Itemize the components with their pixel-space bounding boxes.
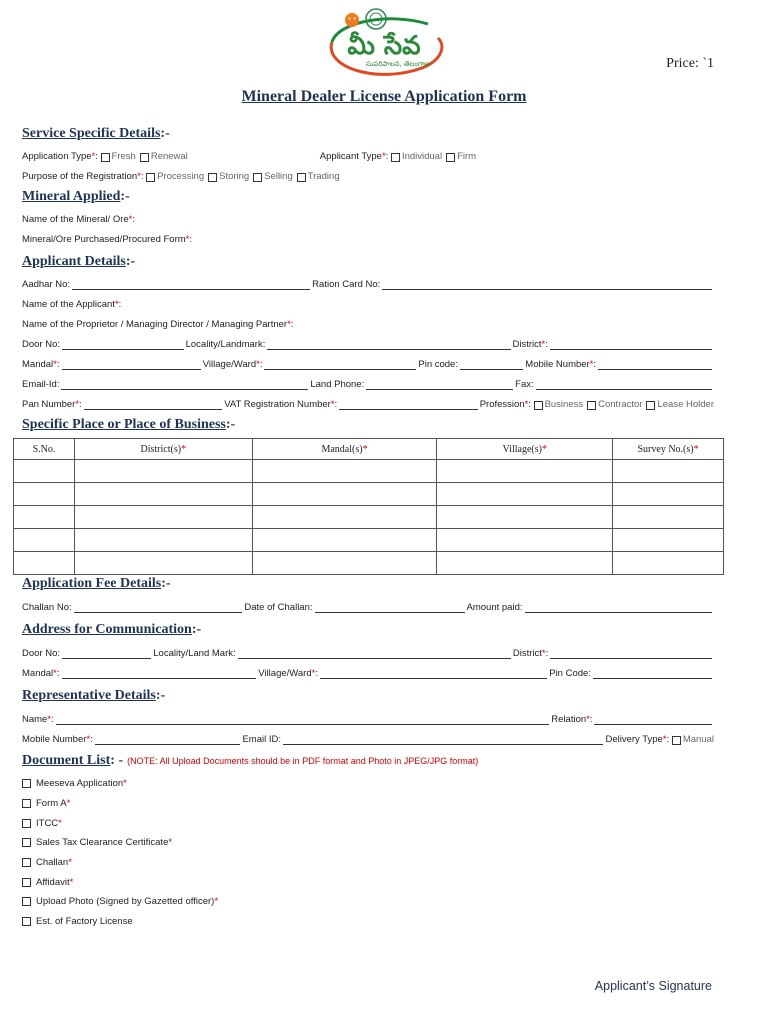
- rep-mobile-field[interactable]: [95, 735, 241, 745]
- checkbox-icon[interactable]: [22, 897, 31, 906]
- rep-name-field[interactable]: [56, 715, 550, 725]
- doc-item[interactable]: ITCC *: [22, 818, 62, 829]
- logo-text: మీ సేవ: [347, 31, 421, 61]
- docs-note: (NOTE: All Upload Documents should be in PDF format and Photo in JPEG/JPG format): [127, 756, 479, 766]
- checkbox-icon[interactable]: [22, 819, 31, 828]
- place-table-header: [14, 439, 724, 460]
- leaseholder-checkbox[interactable]: [646, 401, 655, 410]
- vat-field[interactable]: [339, 400, 478, 410]
- applicant-name-row: Name of the Applicant * :: [22, 299, 122, 310]
- address-locality-field[interactable]: [238, 649, 511, 659]
- door-field[interactable]: [62, 340, 184, 350]
- challan-row: Challan No: Date of Challan: Amount paid:: [22, 600, 714, 613]
- challan-no-field[interactable]: [74, 603, 243, 613]
- place-heading: Specific Place or Place of Business:-: [22, 417, 236, 432]
- relation-field[interactable]: [594, 715, 712, 725]
- locality-field[interactable]: [267, 340, 510, 350]
- pan-row: Pan Number * : VAT Registration Number * : Profession * : Business Contractor Lease Holder: [22, 399, 714, 410]
- checkbox-icon[interactable]: [22, 779, 31, 788]
- table-row[interactable]: [14, 460, 724, 483]
- contractor-checkbox[interactable]: [587, 401, 596, 410]
- rep-heading: Representative Details:-: [22, 688, 166, 703]
- district-field[interactable]: [550, 340, 712, 350]
- doc-item[interactable]: Meeseva Application *: [22, 778, 127, 789]
- page-title: Mineral Dealer License Application Form: [241, 88, 527, 105]
- email-row: Email-Id: Land Phone: Fax:: [22, 377, 714, 390]
- mineral-heading: Mineral Applied:-: [22, 189, 130, 204]
- logo-tagline: సుపరిపాలన, తెలంగాణ: [365, 60, 431, 68]
- doc-item[interactable]: Challan *: [22, 857, 72, 868]
- table-row[interactable]: [14, 552, 724, 575]
- col-village: Village(s)*: [437, 439, 613, 460]
- email-field[interactable]: [61, 380, 308, 390]
- mineral-purchased-row: Mineral/Ore Purchased/Procured Form * :: [22, 234, 193, 245]
- proprietor-row: Name of the Proprietor / Managing Director / Managing Partner * :: [22, 319, 294, 330]
- village-field[interactable]: [264, 360, 416, 370]
- mineral-name-row: Name of the Mineral/ Ore * :: [22, 214, 135, 225]
- col-mandal: Mandal(s)*: [252, 439, 437, 460]
- applicant-signature: Applicant’s Signature: [594, 979, 712, 993]
- table-row[interactable]: [14, 529, 724, 552]
- fee-heading: Application Fee Details:-: [22, 576, 171, 591]
- doc-item[interactable]: Form A *: [22, 798, 70, 809]
- mobile-field[interactable]: [598, 360, 712, 370]
- door-row: Door No: Locality/Landmark: District * :: [22, 337, 714, 350]
- price: Price: `1: [666, 56, 714, 71]
- aadhar-field[interactable]: [72, 280, 310, 290]
- checkbox-icon[interactable]: [22, 838, 31, 847]
- landphone-field[interactable]: [366, 380, 513, 390]
- address-heading: Address for Communication:-: [22, 622, 202, 637]
- col-district: District(s)*: [74, 439, 252, 460]
- selling-checkbox[interactable]: [253, 173, 262, 182]
- address-door-row: Door No: Locality/Land Mark: District * :: [22, 646, 714, 659]
- doc-item[interactable]: Sales Tax Clearance Certificate *: [22, 837, 172, 848]
- doc-item[interactable]: Upload Photo (Signed by Gazetted officer) *: [22, 896, 218, 907]
- fax-field[interactable]: [536, 380, 712, 390]
- checkbox-icon[interactable]: [22, 799, 31, 808]
- rep-email-field[interactable]: [283, 735, 603, 745]
- applicant-heading: Applicant Details:-: [22, 254, 136, 269]
- amount-field[interactable]: [525, 603, 713, 613]
- manual-checkbox[interactable]: [672, 736, 681, 745]
- col-sno: S.No.: [14, 439, 75, 460]
- docs-heading: Document List: - (NOTE: All Upload Documents should be in PDF format and Photo in JPEG/JPG format): [22, 753, 479, 768]
- individual-checkbox[interactable]: [391, 153, 400, 162]
- doc-item[interactable]: Est. of Factory License: [22, 916, 133, 927]
- address-village-field[interactable]: [320, 669, 547, 679]
- meeseva-logo: [318, 6, 450, 84]
- pincode-field[interactable]: [460, 360, 523, 370]
- place-table: [13, 438, 724, 575]
- address-mandal-field[interactable]: [62, 669, 257, 679]
- mandal-row: Mandal * : Village/Ward * : Pin code: Mobile Number * :: [22, 357, 714, 370]
- rep-name-row: Name * : Relation * :: [22, 712, 714, 725]
- checkbox-icon[interactable]: [22, 858, 31, 867]
- col-survey: Survey No.(s)*: [613, 439, 724, 460]
- address-door-field[interactable]: [62, 649, 151, 659]
- aadhar-row: Aadhar No: Ration Card No:: [22, 277, 714, 290]
- challan-date-field[interactable]: [315, 603, 465, 613]
- mandal-field[interactable]: [62, 360, 201, 370]
- address-pin-field[interactable]: [593, 669, 712, 679]
- table-row[interactable]: [14, 483, 724, 506]
- ration-card-field[interactable]: [382, 280, 712, 290]
- renewal-checkbox[interactable]: [140, 153, 149, 162]
- purpose-row: Purpose of the Registration * : Processing Storing Selling Trading: [22, 171, 340, 182]
- address-district-field[interactable]: [550, 649, 712, 659]
- checkbox-icon[interactable]: [22, 878, 31, 887]
- firm-checkbox[interactable]: [446, 153, 455, 162]
- trading-checkbox[interactable]: [297, 173, 306, 182]
- checkbox-icon[interactable]: [22, 917, 31, 926]
- business-checkbox[interactable]: [534, 401, 543, 410]
- table-row[interactable]: [14, 506, 724, 529]
- application-type-row: Application Type * : Fresh Renewal Applicant Type * : Individual Firm: [22, 151, 477, 162]
- storing-checkbox[interactable]: [208, 173, 217, 182]
- fresh-checkbox[interactable]: [101, 153, 110, 162]
- pan-field[interactable]: [84, 400, 223, 410]
- processing-checkbox[interactable]: [146, 173, 155, 182]
- rep-mobile-row: Mobile Number * : Email ID: Delivery Type * : Manual: [22, 734, 714, 745]
- doc-item[interactable]: Affidavit *: [22, 877, 73, 888]
- address-mandal-row: Mandal * : Village/Ward * : Pin Code:: [22, 666, 714, 679]
- service-heading: Service Specific Details:-: [22, 126, 170, 141]
